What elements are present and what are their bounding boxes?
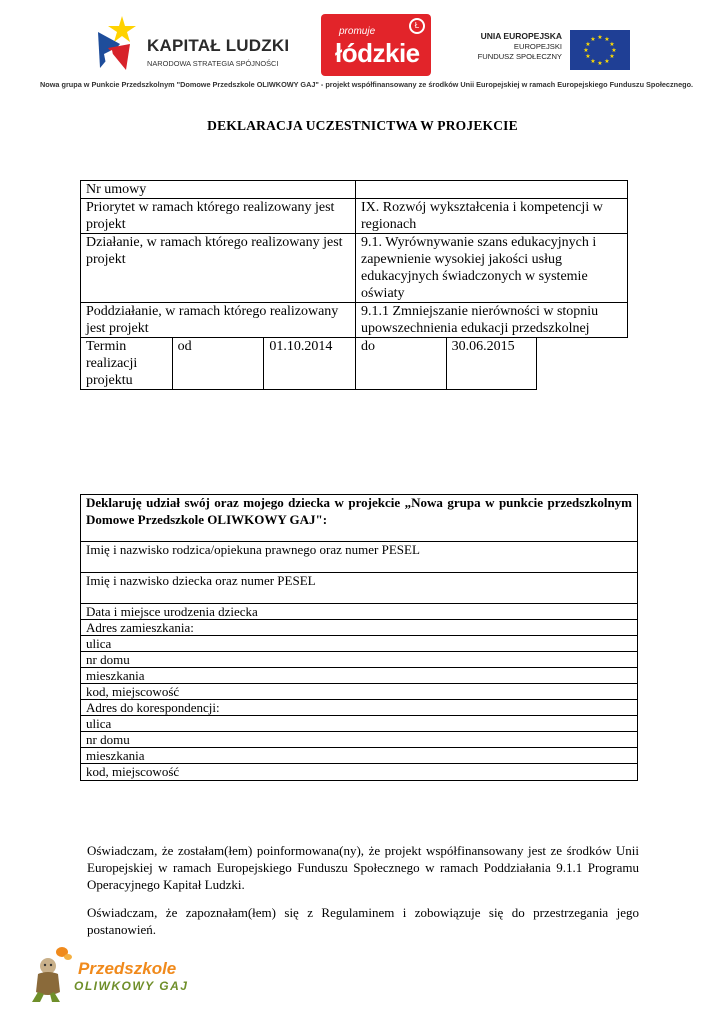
table-row xyxy=(81,199,628,234)
eu-line-2: EUROPEJSKI xyxy=(513,42,562,51)
eu-flag-icon xyxy=(570,30,630,70)
residence-house-field: nr domu xyxy=(81,652,637,668)
child-figure-icon xyxy=(26,944,78,1004)
promuje-lodzkie-logo xyxy=(321,14,431,76)
statement-information: Oświadczam, że zostałam(łem) poinformowana(ny), że projekt współfinansowany jest ze środków Unii Europejskiej w ramach Europejskiego Funduszu Społecznego w ramach Poddziałania 9.1.1 Programu Operacyjnego Kapitał Ludzki. xyxy=(87,843,639,892)
correspondence-address-heading: Adres do korespondencji: xyxy=(81,700,637,716)
term-label: Termin realizacji projektu xyxy=(81,338,173,390)
svg-text:★: ★ xyxy=(604,58,610,65)
declaration-form xyxy=(80,494,638,781)
residence-address-heading: Adres zamieszkania: xyxy=(81,620,637,636)
eu-line-1: UNIA EUROPEJSKA xyxy=(480,31,562,41)
correspondence-house-field: nr domu xyxy=(81,732,637,748)
table-cell-label: Poddziałanie, w ramach którego realizowany jest projekt xyxy=(81,303,356,338)
page-title: DEKLARACJA UCZESTNICTWA W PROJEKCIE xyxy=(207,118,518,133)
eu-text xyxy=(478,31,562,62)
svg-text:★: ★ xyxy=(585,53,591,60)
term-row xyxy=(81,338,628,390)
eu-line-3: FUNDUSZ SPOŁECZNY xyxy=(477,52,562,61)
footer-logo-line-1: Przedszkole xyxy=(78,959,177,978)
lodz-big-text: łódzkie xyxy=(335,38,420,68)
eu-logo xyxy=(470,28,630,72)
footer-logo-line-2: OLIWKOWY GAJ xyxy=(74,979,189,993)
child-name-pesel-field: Imię i nazwisko dziecka oraz numer PESEL xyxy=(81,573,637,604)
correspondence-street-field: ulica xyxy=(81,716,637,732)
statement-regulations: Oświadczam, że zapoznałam(łem) się z Regulaminem i zobowiązuje się do przestrzegania jego postanowień. xyxy=(87,905,639,937)
term-from-label: od xyxy=(172,338,264,390)
parent-name-pesel-field: Imię i nazwisko rodzica/opiekuna prawnego oraz numer PESEL xyxy=(81,542,637,573)
table-cell-label: Priorytet w ramach którego realizowany jest projekt xyxy=(81,199,356,234)
svg-text:★: ★ xyxy=(583,47,589,54)
table-cell-value: 9.1.1 Zmniejszanie nierówności w stopniu upowszechnienia edukacji przedszkolnej xyxy=(356,303,628,338)
child-birth-field: Data i miejsce urodzenia dziecka xyxy=(81,604,637,620)
svg-text:★: ★ xyxy=(604,36,610,43)
project-info-table xyxy=(80,180,628,390)
residence-street-field: ulica xyxy=(81,636,637,652)
table-cell-value: IX. Rozwój wykształcenia i kompetencji w regionach xyxy=(356,199,628,234)
svg-text:★: ★ xyxy=(597,60,603,67)
lodz-small-text: promuje xyxy=(339,26,376,37)
svg-text:★: ★ xyxy=(611,47,617,54)
table-row xyxy=(81,181,628,199)
lodz-mark-icon: Ł xyxy=(409,18,425,34)
project-funding-line: Nowa grupa w Punkcie Przedszkolnym "Domowe Przedszkole OLIWKOWY GAJ" - projekt współfinansowany ze środków Unii Europejskiej w ramach Europejskiego Funduszu Społecznego. xyxy=(40,80,694,89)
page-header xyxy=(0,0,725,100)
kapital-ludzki-star-icon xyxy=(92,14,142,72)
term-from-date: 01.10.2014 xyxy=(264,338,356,390)
table-row xyxy=(81,234,628,303)
kapital-ludzki-subtitle: NARODOWA STRATEGIA SPÓJNOŚCI xyxy=(147,59,279,68)
kapital-ludzki-title: KAPITAŁ LUDZKI xyxy=(147,36,290,55)
svg-text:★: ★ xyxy=(585,41,591,48)
residence-flat-field: mieszkania xyxy=(81,668,637,684)
correspondence-flat-field: mieszkania xyxy=(81,748,637,764)
table-cell-label: Działanie, w ramach którego realizowany jest projekt xyxy=(81,234,356,303)
svg-text:★: ★ xyxy=(609,53,615,60)
table-cell-value: 9.1. Wyrównywanie szans edukacyjnych i zapewnienie wysokiej jakości usług edukacyjnych świadczonych w systemie oświaty xyxy=(356,234,628,303)
przedszkole-oliwkowy-gaj-logo xyxy=(26,944,189,1004)
svg-text:★: ★ xyxy=(597,34,603,41)
table-row xyxy=(81,303,628,338)
declaration-heading: Deklaruję udział swój oraz mojego dziecka w projekcie „Nowa grupa w punkcie przedszkolnym Domowe Przedszkole OLIWKOWY GAJ": xyxy=(81,495,637,542)
table-cell-value xyxy=(356,181,628,199)
kapital-ludzki-logo xyxy=(92,14,302,72)
svg-text:★: ★ xyxy=(609,41,615,48)
term-to-label: do xyxy=(356,338,447,390)
table-cell-label: Nr umowy xyxy=(81,181,356,199)
residence-postcode-field: kod, miejscowość xyxy=(81,684,637,700)
svg-text:★: ★ xyxy=(590,36,596,43)
correspondence-postcode-field: kod, miejscowość xyxy=(86,764,180,779)
svg-text:★: ★ xyxy=(590,58,596,65)
term-to-date: 30.06.2015 xyxy=(446,338,537,390)
